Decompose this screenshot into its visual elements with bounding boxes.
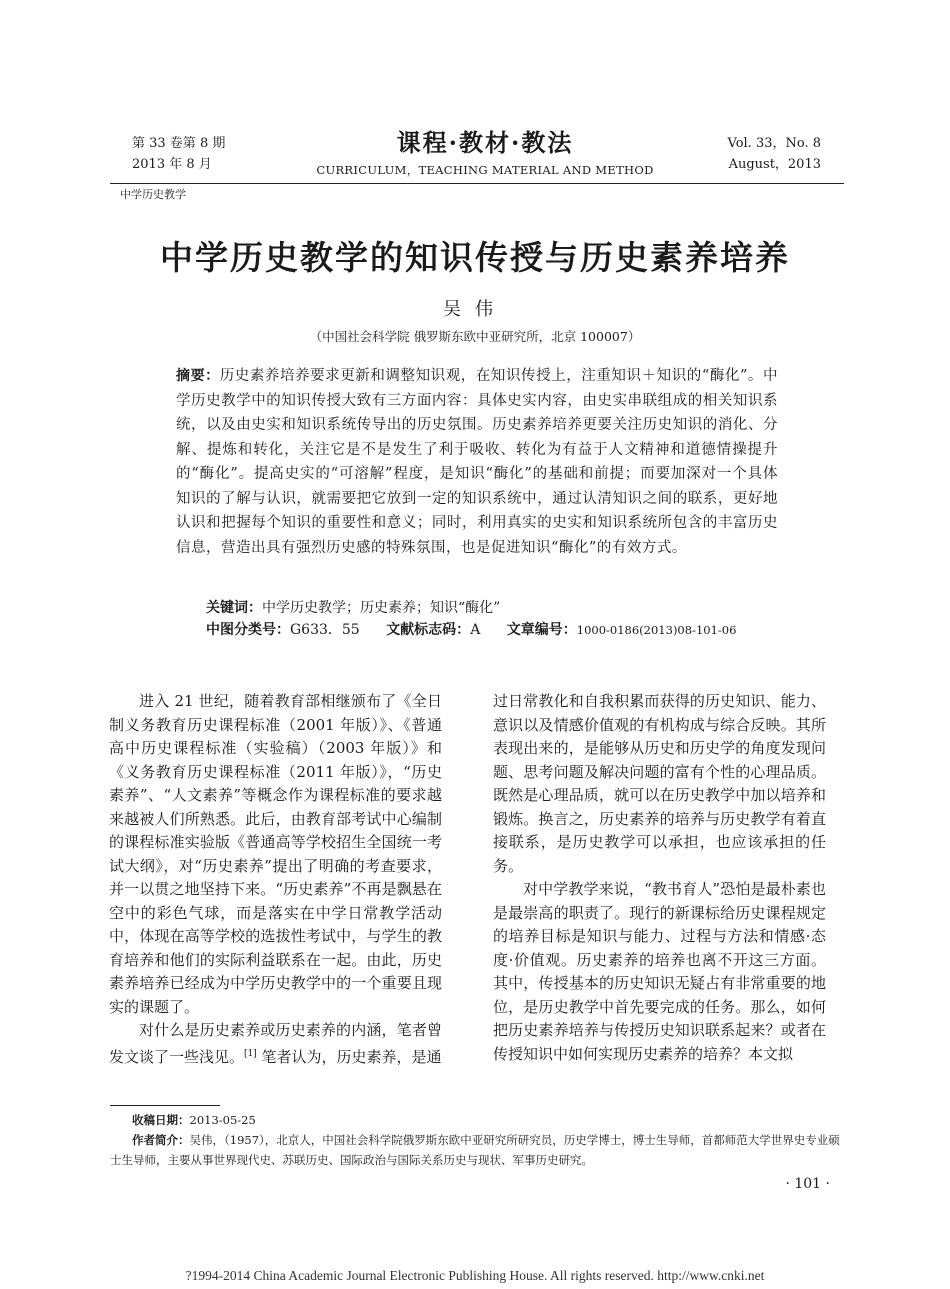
article-author: 吴伟 [443,299,507,320]
page-number: · 101 · [785,1176,830,1192]
column-label: 中学历史教学 [120,188,186,201]
keywords-label: 关键词： [206,600,262,616]
article-no-value: 1000-0186(2013)08-101-06 [576,623,737,637]
journal-name-en: CURRICULUM，TEACHING MATERIAL AND METHOD [316,163,654,177]
received-date: 收稿日期：2013-05-25 [132,1113,256,1127]
footnote-divider [110,1105,220,1106]
copyright-notice: ?1994-2014 China Academic Journal Electronic Publishing House. All rights reserved. http://www.cnki.net [185,1268,765,1283]
paragraph: 对什么是历史素养或历史素养的内涵，笔者曾发文谈了一些浅见。[1] 笔者认为，历史素养，是通 [109,1021,442,1066]
date-en: August，2013 [728,157,821,172]
author-affiliation: （中国社会科学院 俄罗斯东欧中亚研究所，北京 100007） [309,329,641,344]
paragraph: 过日常教化和自我积累而获得的历史知识、能力、意识以及情感价值观的有机构成与综合反映。其所表现出来的，是能够从历史和历史学的角度发现问题、思考问题及解决问题的富有个性的心理品质。既然是心理品质，就可以在历史教学中加以培养和锻炼。换言之，历史素养的培养与历史教学有着直接联系，是历史教学可以承担，也应该承担的任务。 [493,692,826,875]
header-volume-en [700,133,821,175]
class-value: G633．55 [290,622,360,638]
footnote [110,1110,844,1170]
volume-en: Vol. 33，No. 8 [727,136,821,151]
journal-masthead [300,128,670,178]
abstract [176,364,778,560]
abstract-text: 历史素养培养要求更新和调整知识观，在知识传授上，注重知识＋知识的“酶化”。中学历史教学中的知识传授大致有三方面内容：具体史实内容，由史实串联组成的相关知识系统，以及由史实和知识系统传导出的历史氛围。历史素养培养更要关注历史知识的消化、分解、提炼和转化，关注它是不是发生了利于吸收、转化为有益于人文精神和道德情操提升的“酶化”。提高史实的“可溶解”程度，是知识“酶化”的基础和前提；而要加深对一个具体知识的了解与认识，就需要把它放到一定的知识系统中，通过认清知识之间的联系，更好地认识和把握每个知识的重要性和意义；同时，利用真实的史实和知识系统所包含的丰富历史信息，营造出具有强烈历史感的特殊氛围，也是促进知识“酶化”的有效方式。 [176,368,778,556]
author-bio: 作者简介：吴伟，（1957），北京人，中国社会科学院俄罗斯东欧中亚研究所研究员，历史学博士，博士生导师，首都师范大学世界史专业硕士生导师，主要从事世界现代史、苏联历史、国际政治与国际关系历史与现状、军事历史研究。 [110,1133,840,1167]
doc-code-label: 文献标志码： [386,622,471,638]
header-divider [110,183,844,184]
date-cn: 2013 年 8 月 [132,157,212,172]
body-column-right [493,690,826,1066]
reference-marker: [1] [244,1048,257,1059]
paragraph: 对中学教学来说，“教书育人”恐怕是最朴素也是最崇高的职责了。现行的新课标给历史课程规定的培养目标是知识与能力、过程与方法和情感·态度·价值观。历史素养的培养也离不开这三方面。其中，传授基本的历史知识无疑占有非常重要的地位，是历史教学中首先要完成的任务。那么，如何把历史素养培养与传授历史知识联系起来？或者在传授知识中如何实现历史素养的培养？本文拟 [493,880,826,1063]
header-volume-issue [132,133,225,175]
abstract-label: 摘要： [176,368,220,384]
paragraph: 进入 21 世纪，随着教育部相继颁布了《全日制义务教育历史课程标准（2001 年版）》、《普通高中历史课程标准（实验稿）（2003 年版）》和《义务教育历史课程标准（2011 年版）》，“历史素养”、“人文素养”等概念作为课程标准的要求越来越被人们所熟悉。此后，由教育部考试中心编制的课程标准实验版《普通高等学校招生全国统一考试大纲》，对“历史素养”提出了明确的考查要求，并一以贯之地坚持下来。“历史素养”不再是飘悬在空中的彩色气球，而是落实在中学日常教学活动中，体现在高等学校的选拔性考试中，与学生的教育培养和他们的实际利益联系在一起。由此，历史素养培养已经成为中学历史教学中的一个重要且现实的课题了。 [109,692,442,1016]
volume-cn: 第 33 卷第 8 期 [132,136,226,151]
class-label: 中图分类号： [206,622,290,638]
journal-name-cn: 课程·教材·教法 [396,128,574,157]
article-no-label: 文章编号： [506,622,577,638]
classification-line [206,619,806,641]
doc-code-value: A [470,622,481,638]
article-title: 中学历史教学的知识传授与历史素养培养 [160,238,790,277]
body-column-left [109,690,442,1069]
keywords-text: 中学历史教学；历史素养；知识“酶化” [262,600,501,616]
keywords [206,597,806,619]
